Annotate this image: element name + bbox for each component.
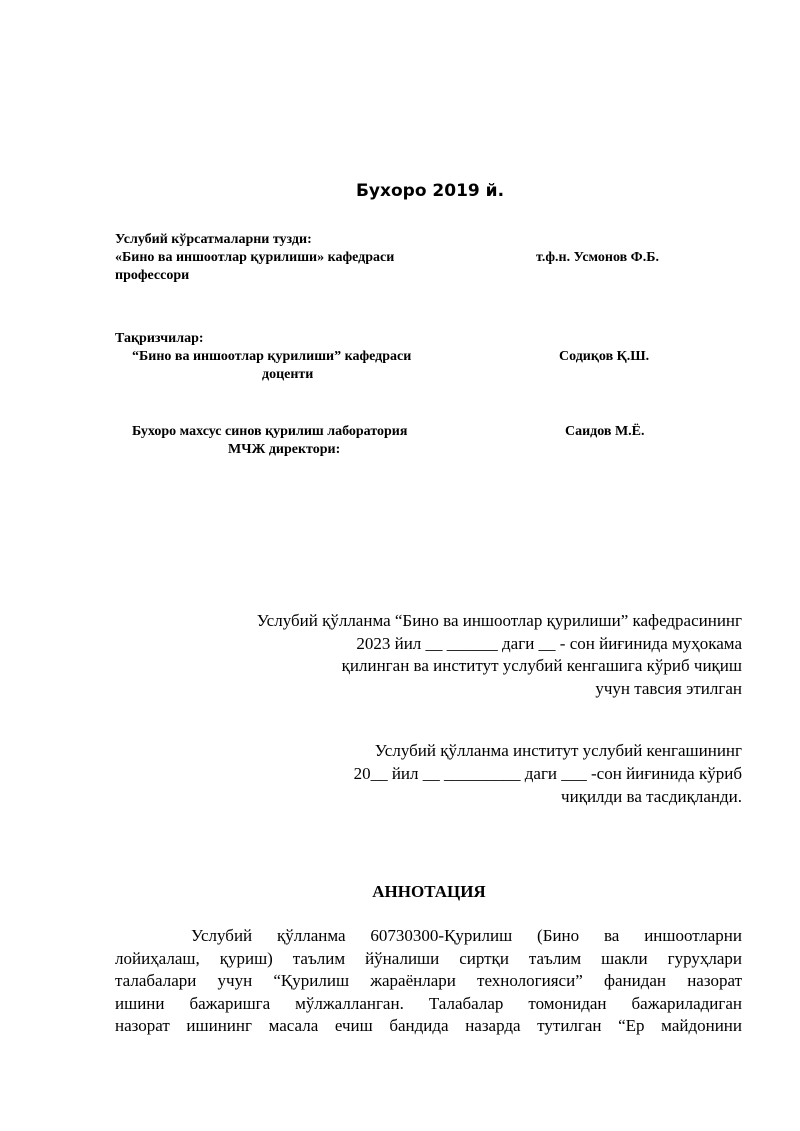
authors-name: т.ф.н. Усмонов Ф.Б.: [536, 250, 659, 265]
reviewer1-department: “Бино ва иншоотлар қурилиши” кафедраси: [132, 349, 412, 364]
reviewer2-organization: Бухоро махсус синов қурилиш лаборатория: [132, 424, 408, 439]
approval2-line: Услубий қўлланма институт услубий кенгашининг: [374, 741, 742, 760]
annotation-paragraph: [115, 925, 742, 1038]
annotation-line: лойиҳалаш, қуриш) таълим йўналиши сиртқи таълим шакли гуруҳлари: [115, 948, 742, 968]
authors-department: «Бино ва иншоотлар қурилиши» кафедраси: [115, 250, 395, 265]
annotation-heading: АННОТАЦИЯ: [372, 882, 486, 901]
approval1-line: қилинган ва институт услубий кенгашига кўриб чиқиш: [341, 656, 742, 675]
approval1-line: Услубий қўлланма “Бино ва иншоотлар қурилиши” кафедрасининг: [256, 611, 742, 630]
approval2-line: 20__ йил __ _________ даги ___ -сон йиғинида кўриб: [353, 764, 742, 783]
reviewer2-name: Саидов М.Ё.: [565, 424, 645, 439]
annotation-line: Услубий қўлланма 60730300-Қурилиш (Бино ва иншоотларни: [191, 926, 742, 945]
reviewer1-position: доценти: [262, 367, 314, 382]
approval1-line: 2023 йил __ ______ даги __ - сон йиғинида муҳокама: [356, 634, 742, 653]
authors-position: профессори: [115, 268, 190, 283]
city-year-title: Бухоро 2019 й.: [355, 181, 505, 201]
annotation-line: ишини бажаришга мўлжалланган. Талабалар томонидан бажариладиган: [115, 993, 742, 1013]
reviewers-label: Тақризчилар:: [115, 331, 204, 346]
approval1-line: учун тавсия этилган: [595, 679, 742, 698]
authors-label: Услубий кўрсатмаларни тузди:: [115, 232, 312, 247]
reviewer1-name: Содиқов Қ.Ш.: [559, 349, 650, 364]
reviewer2-position: МЧЖ директори:: [228, 442, 341, 457]
annotation-line: назорат ишининг масала ечиш бандида назарда тутилган “Ер майдонини: [115, 1016, 742, 1035]
annotation-line: талабалари учун “Қурилиш жараёнлари технологияси” фанидан назорат: [115, 971, 742, 990]
approval2-line: чиқилди ва тасдиқланди.: [561, 787, 742, 806]
